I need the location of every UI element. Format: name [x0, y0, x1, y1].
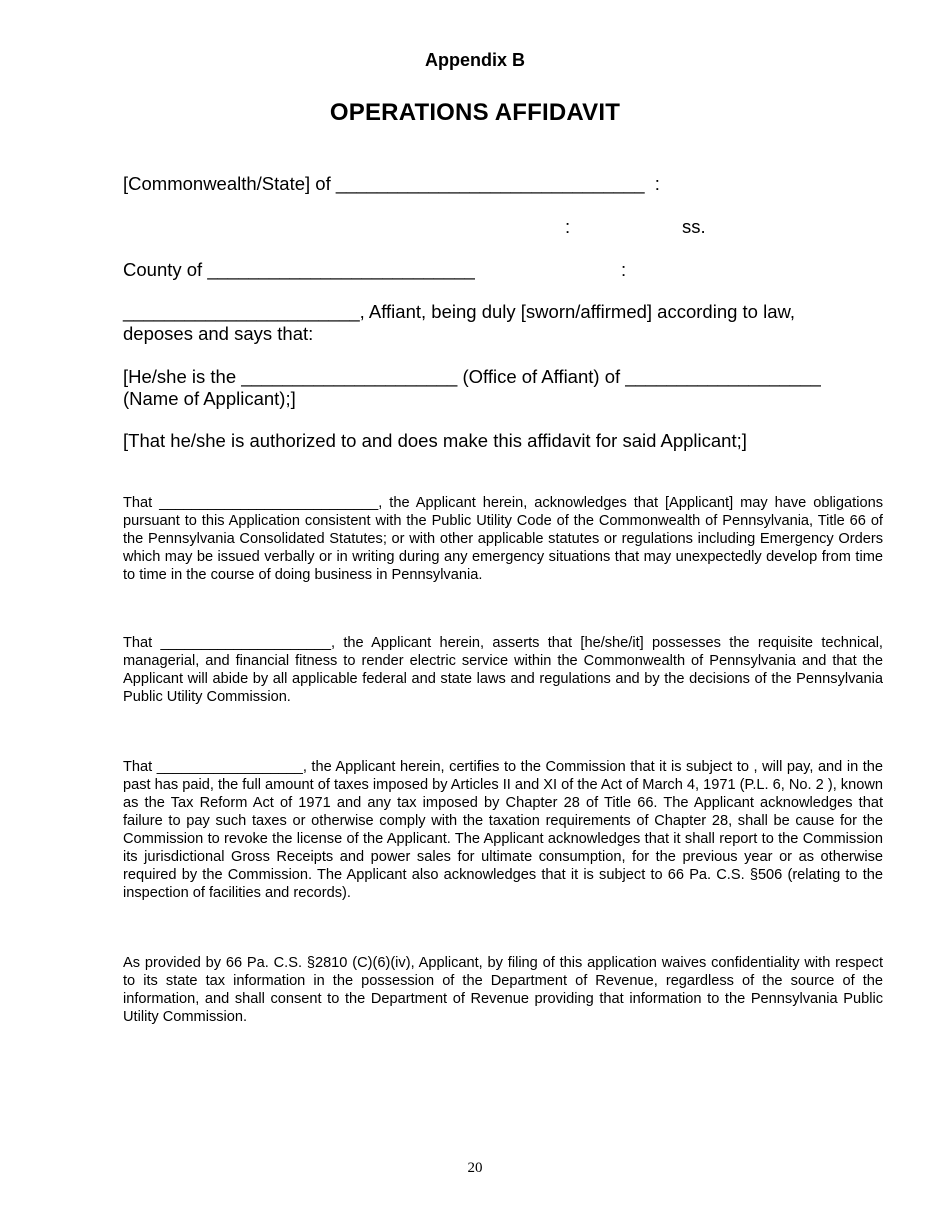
affiant-line: _______________________, Affiant, being duly [sworn/affirmed] according to law,	[123, 301, 795, 322]
taxes-paragraph: That __________________, the Applicant herein, certifies to the Commission that it is subject to , will pay, and in the past has paid, the full amount of taxes imposed by Articles II and XI of the Act of March 4, 1971 (P.L. 6, No. 2 ), known as the Tax Reform Act of 1971 and any tax imposed by Chapter 28 of Title 66. The Applicant acknowledges that failure to pay such taxes or otherwise comply with the taxation requirements of Chapter 28, shall be cause for the Commission to revoke the license of the Applicant. The Applicant acknowledges that it shall report to the Commission its jurisdictional Gross Receipts and power sales for ultimate consumption, for the previous year or as otherwise required by the Commission. The Applicant also acknowledges that it is subject to 66 Pa. C.S. §506 (relating to the inspection of facilities and records).	[123, 759, 883, 901]
state-line: [Commonwealth/State] of ______________________________ :	[123, 173, 660, 194]
appendix-label: Appendix B	[424, 50, 525, 70]
confidentiality-paragraph: As provided by 66 Pa. C.S. §2810 (C)(6)(iv), Applicant, by filing of this application waives confidentiality with respect to its state tax information in the possession of the Department of Revenue, regardless of the source of the information, and shall consent to the Department of Revenue providing that information to the Pennsylvania Public Utility Commission.	[123, 955, 883, 1025]
county-line: County of __________________________	[123, 259, 475, 280]
colon-mid: :	[565, 216, 571, 237]
authorized-line: [That he/she is authorized to and does make this affidavit for said Applicant;]	[123, 430, 747, 451]
page-number: 20	[467, 1160, 483, 1176]
ss-label: ss.	[682, 216, 706, 237]
office-line-2: (Name of Applicant);]	[123, 388, 296, 409]
affiant-line-2: deposes and says that:	[123, 323, 314, 344]
county-colon: :	[621, 259, 627, 280]
fitness-paragraph: That _____________________, the Applicant herein, asserts that [he/she/it] possesses the requisite technical, managerial, and financial fitness to render electric service within the Commonwealth of Pennsylvania and that the Applicant will abide by all applicable federal and state laws and regulations and by the decisions of the Pennsylvania Public Utility Commission.	[123, 635, 883, 705]
obligations-paragraph: That ___________________________, the Applicant herein, acknowledges that [Applicant] may have obligations pursuant to this Application consistent with the Public Utility Code of the Commonwealth of Pennsylvania, Title 66 of the Pennsylvania Consolidated Statutes; or with other applicable statutes or regulations including Emergency Orders which may be issued verbally or in writing during any emergency situations that may unexpectedly develop from time to time in the course of doing business in Pennsylvania.	[123, 495, 883, 583]
page-title: OPERATIONS AFFIDAVIT	[329, 99, 621, 126]
office-line: [He/she is the _____________________ (Office of Affiant) of ___________________	[123, 366, 821, 387]
